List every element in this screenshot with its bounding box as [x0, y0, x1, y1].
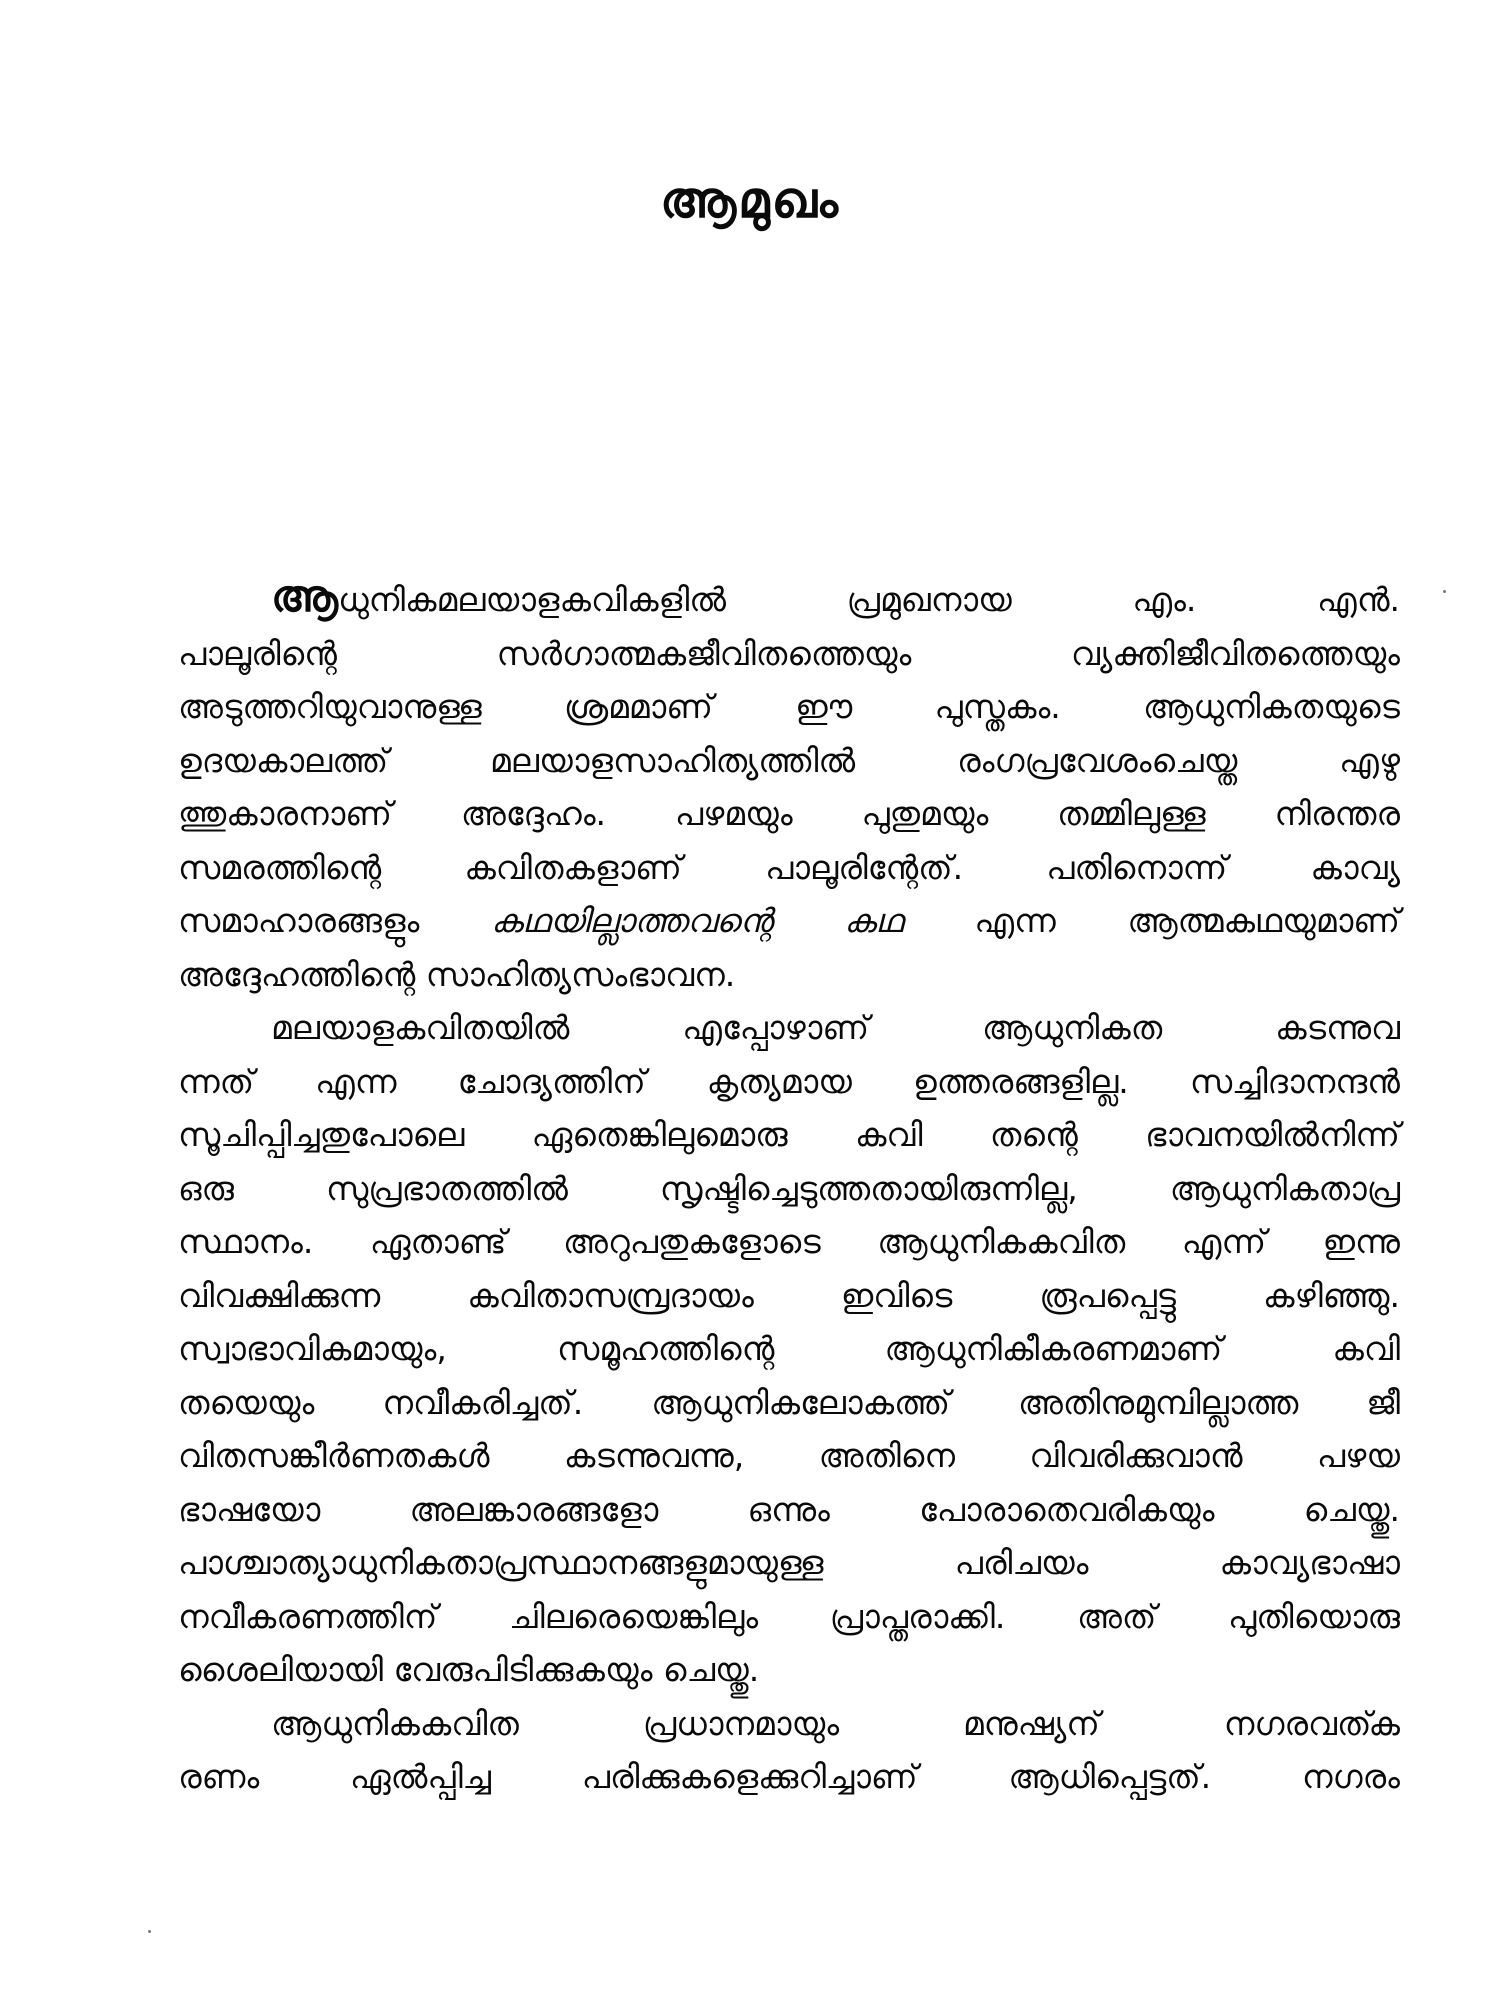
text-line: അടുത്തറിയുവാനുള്ള ശ്രമമാണ് ഈ പുസ്തകം. ആധുനികതയുടെ	[178, 687, 1400, 726]
text-line: പാശ്ചാത്യാധുനികതാപ്രസ്ഥാനങ്ങളുമായുള്ള പരിചയം കാവ്യഭാഷാ	[178, 1543, 1400, 1582]
text-line: രണം ഏൽപ്പിച്ച പരിക്കുകളെക്കുറിച്ചാണ് ആധിപ്പെട്ടത്. നഗരം	[178, 1757, 1400, 1796]
text-line: ആധുനികകവിത പ്രധാനമായും മനുഷ്യന് നഗരവത്ക	[271, 1703, 1400, 1743]
text-line: സൂചിപ്പിച്ചതുപോലെ ഏതെങ്കിലുമൊരു കവി തന്റെ ഭാവനയിൽനിന്ന്	[178, 1115, 1400, 1154]
drop-cap: ആ	[271, 571, 338, 622]
text-line: സമാഹാരങ്ങളും കഥയില്ലാത്തവന്റെ കഥ എന്ന ആത്മകഥയുമാണ്	[178, 901, 1400, 940]
text-line: പാലൂരിന്റെ സർഗാത്മകജീവിതത്തെയും വ്യക്തിജീവിതത്തെയും	[178, 633, 1400, 673]
body-text	[178, 570, 1400, 1804]
text-line: സമരത്തിന്റെ കവിതകളാണ് പാലൂരിന്റേത്. പതിനൊന്ന് കാവ്യ	[178, 847, 1400, 887]
paragraph-2	[178, 1001, 1400, 1697]
paragraph-1	[178, 570, 1400, 1001]
text-line: ആധുനികമലയാളകവികളിൽ പ്രമുഖനായ എം. എൻ.	[271, 571, 1400, 622]
text-line: ഉദയകാലത്ത് മലയാളസാഹിത്യത്തിൽ രംഗപ്രവേശംചെയ്ത എഴു	[178, 740, 1400, 780]
page-title: ആമുഖം	[660, 171, 840, 229]
text-line: മലയാളകവിതയിൽ എപ്പോഴാണ് ആധുനികത കടന്നുവ	[271, 1008, 1400, 1047]
text-line: തയെയും നവീകരിച്ചത്. ആധുനികലോകത്ത് അതിനുമുമ്പില്ലാത്ത ജീ	[178, 1382, 1400, 1422]
text-line: ശൈലിയായി വേരുപിടിക്കുകയും ചെയ്തു.	[178, 1650, 760, 1689]
text-line: ന്നത് എന്ന ചോദ്യത്തിന് കൃത്യമായ ഉത്തരങ്ങളില്ല. സച്ചിദാനന്ദൻ	[178, 1061, 1400, 1101]
text-line: വിതസങ്കീർണതകൾ കടന്നുവന്നു, അതിനെ വിവരിക്കുവാൻ പഴയ	[178, 1436, 1400, 1475]
text-line: വിവക്ഷിക്കുന്ന കവിതാസമ്പ്രദായം ഇവിടെ രൂപപ്പെട്ടു കഴിഞ്ഞു.	[178, 1275, 1400, 1315]
text-line: നവീകരണത്തിന് ചിലരെയെങ്കിലും പ്രാപ്തരാക്കി. അത് പുതിയൊരു	[178, 1596, 1400, 1636]
text-line: ഒരു സുപ്രഭാതത്തിൽ സൃഷ്ടിച്ചെടുത്തതായിരുന്നില്ല, ആധുനികതാപ്ര	[178, 1168, 1400, 1208]
text-line: ഭാഷയോ അലങ്കാരങ്ങളോ ഒന്നും പോരാതെവരികയും ചെയ്തു.	[178, 1489, 1400, 1529]
book-title-italic: കഥയില്ലാത്തവന്റെ കഥ	[491, 901, 903, 940]
text-line: സ്വാഭാവികമായും, സമൂഹത്തിന്റെ ആധുനികീകരണമാണ് കവി	[178, 1329, 1400, 1368]
text-line: സ്ഥാനം. ഏതാണ്ട് അറുപതുകളോടെ ആധുനികകവിത എന്ന് ഇന്നു	[178, 1222, 1400, 1261]
scan-speck	[1443, 590, 1446, 593]
scan-speck	[148, 1930, 151, 1933]
paragraph-3	[178, 1697, 1400, 1804]
text-line: അദ്ദേഹത്തിന്റെ സാഹിത്യസംഭാവന.	[178, 954, 736, 994]
text-line: ത്തുകാരനാണ് അദ്ദേഹം. പഴമയും പുതുമയും തമ്മിലുള്ള നിരന്തര	[178, 794, 1400, 833]
